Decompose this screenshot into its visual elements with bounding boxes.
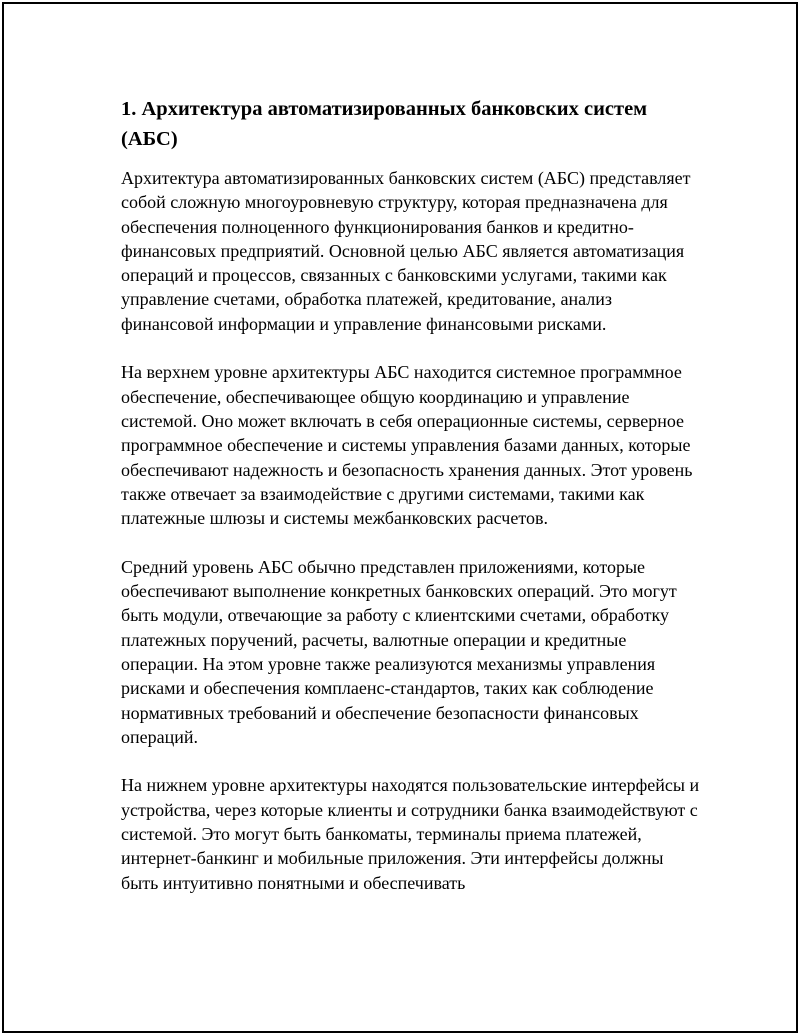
paragraph-upper-level: На верхнем уровне архитектуры АБС находится системное программное обеспечение, обеспечивающее общую координацию и управление системой. Оно может включать в себя операционные системы, серверное программное обеспечение и системы управления базами данных, которые обеспечивают надежность и безопасность хранения данных. Этот уровень также отвечает за взаимодействие с другими системами, такими как платежные шлюзы и системы межбанковских расчетов. — [121, 362, 693, 529]
section-heading: 1. Архитектура автоматизированных банковских систем (АБС) — [121, 98, 648, 150]
paragraph-intro: Архитектура автоматизированных банковских систем (АБС) представляет собой сложную многоуровневую структуру, которая предназначена для обеспечения полноценного функционирования банков и кредитно-финансовых предприятий. Основной целью АБС является автоматизация операций и процессов, связанных с банковскими услугами, такими как управление счетами, обработка платежей, кредитование, анализ финансовой информации и управление финансовыми рисками. — [121, 168, 691, 334]
document-page — [2, 2, 798, 1033]
paragraph-middle-level: Средний уровень АБС обычно представлен приложениями, которые обеспечивают выполнение конкретных банковских операций. Это могут быть модули, отвечающие за работу с клиентскими счетами, обработку платежных поручений, расчеты, валютные операции и кредитные операции. На этом уровне также реализуются механизмы управления рисками и обеспечения комплаенс-стандартов, таких как соблюдение нормативных требований и обеспечение безопасности финансовых операций. — [121, 556, 677, 747]
paragraph-lower-level: На нижнем уровне архитектуры находятся пользовательские интерфейсы и устройства, через которые клиенты и сотрудники банка взаимодействуют с системой. Это могут быть банкоматы, терминалы приема платежей, интернет-банкинг и мобильные приложения. Эти интерфейсы должны быть интуитивно понятными и обеспечивать — [121, 775, 700, 893]
document-body — [121, 94, 701, 919]
